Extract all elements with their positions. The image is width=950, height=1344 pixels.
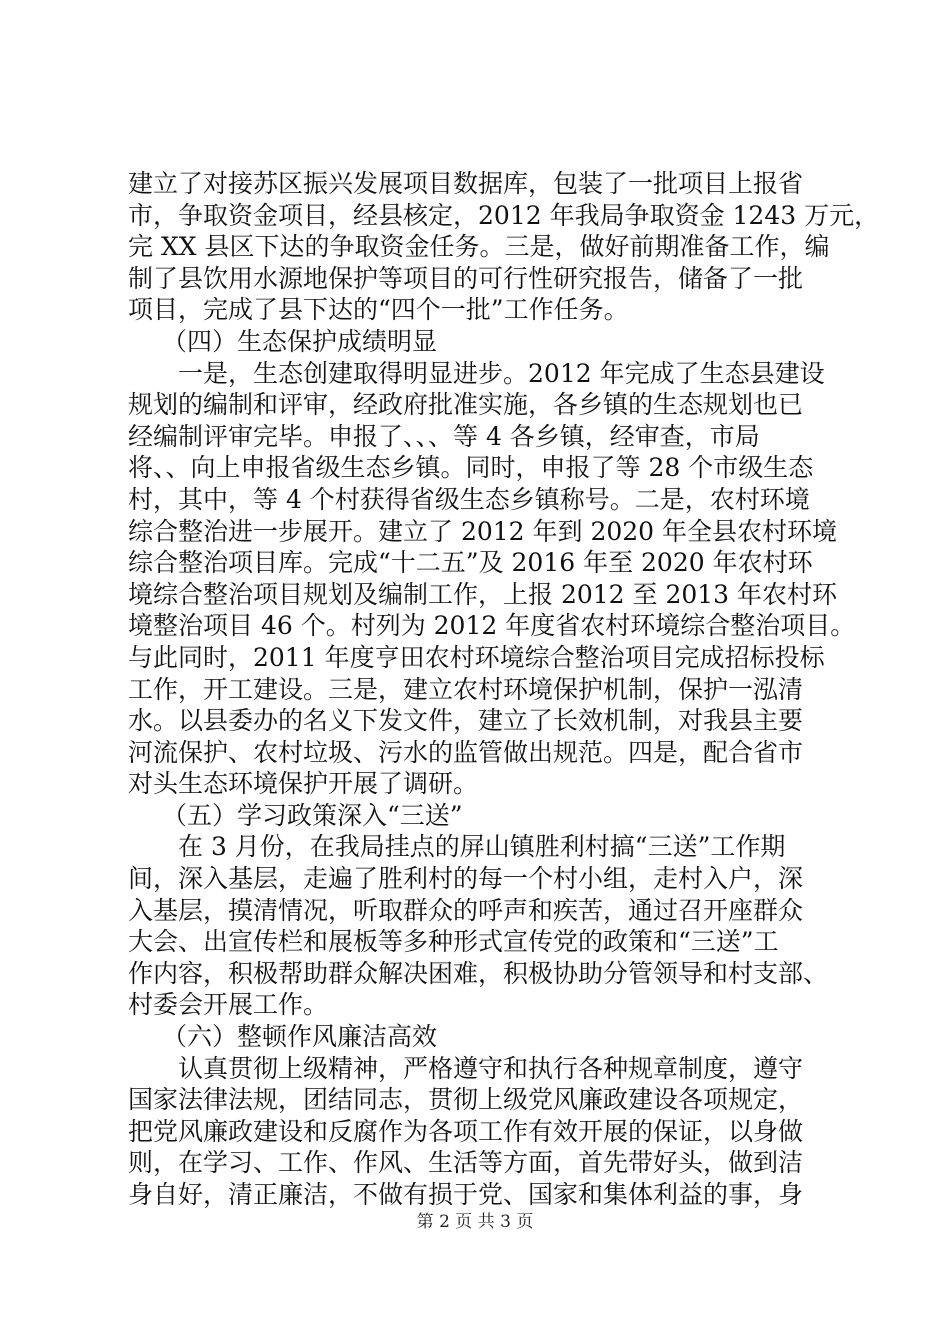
paragraph-line: 间，深入基层，走遍了胜利村的每一个村小组，走村入户，深: [128, 864, 804, 894]
paragraph-line: 河流保护、农村垃圾、污水的监管做出规范。四是，配合省市: [128, 737, 804, 767]
paragraph-line: 工作，开工建设。三是，建立农村环境保护机制，保护一泓清: [128, 674, 804, 704]
paragraph-line: 项目，完成了县下达的“四个一批”工作任务。: [128, 295, 629, 325]
paragraph-line: 境综合整治项目规划及编制工作，上报 2012 至 2013 年农村环: [128, 579, 838, 609]
paragraph-line: 把党风廉政建设和反腐作为各项工作有效开展的保证，以身做: [128, 1116, 804, 1146]
paragraph-line: 村委会开展工作。: [128, 990, 329, 1020]
paragraph-line: 对头生态环境保护开展了调研。: [128, 769, 479, 799]
paragraph-line: 规划的编制和评审，经政府批准实施，各乡镇的生态规划也已: [128, 390, 804, 420]
section-heading-5: （五）学习政策深入“三送”: [162, 800, 463, 830]
paragraph-line: 将、、向上申报省级生态乡镇。同时，申报了等 28 个市级生态: [128, 453, 814, 483]
page-number-footer: 第 2 页 共 3 页: [416, 1212, 534, 1232]
paragraph-line: 建立了对接苏区振兴发展项目数据库，包装了一批项目上报省: [128, 169, 804, 198]
paragraph-line: 一是，生态创建取得明显进步。2012 年完成了生态县建设: [178, 358, 825, 388]
paragraph-line: 在 3 月份，在我局挂点的屏山镇胜利村搞“三送”工作期: [178, 832, 786, 862]
paragraph-line: 认真贯彻上级精神，严格遵守和执行各种规章制度，遵守: [178, 1053, 804, 1083]
paragraph-line: 水。以县委办的名义下发文件，建立了长效机制，对我县主要: [128, 706, 804, 736]
paragraph-line: 市，争取资金项目，经县核定，2012 年我局争取资金 1243 万元，: [128, 200, 880, 230]
section-heading-4: （四）生态保护成绩明显: [162, 326, 438, 356]
paragraph-line: 与此同时，2011 年度亨田农村环境综合整治项目完成招标投标: [128, 642, 825, 672]
paragraph-line: 国家法律法规，团结同志，贯彻上级党风廉政建设各项规定，: [128, 1085, 804, 1115]
paragraph-line: 完 XX 县区下达的争取资金任务。三是，做好前期准备工作，编: [128, 232, 830, 262]
paragraph-line: 综合整治项目库。完成“十二五”及 2016 年至 2020 年农村环: [128, 548, 813, 578]
paragraph-line: 身自好，清正廉洁，不做有损于党、国家和集体利益的事，身: [128, 1180, 804, 1209]
paragraph-line: 境整治项目 46 个。村列为 2012 年度省农村环境综合整治项目。: [128, 611, 856, 641]
paragraph-line: 入基层，摸清情况，听取群众的呼声和疾苦，通过召开座群众: [128, 895, 804, 925]
section-heading-6: （六）整顿作风廉洁高效: [162, 1022, 438, 1052]
document-body: [128, 168, 880, 1211]
paragraph-line: 则，在学习、工作、作风、生活等方面，首先带好头，做到洁: [128, 1148, 804, 1178]
paragraph-line: 村，其中，等 4 个村获得省级生态乡镇称号。二是，农村环境: [128, 484, 810, 514]
paragraph-line: 作内容，积极帮助群众解决困难，积极协助分管领导和村支部、: [128, 958, 829, 988]
paragraph-line: 制了县饮用水源地保护等项目的可行性研究报告，储备了一批: [128, 263, 804, 293]
paragraph-line: 综合整治进一步展开。建立了 2012 年到 2020 年全县农村环境: [128, 516, 838, 546]
paragraph-line: 经编制评审完毕。申报了、、、等 4 各乡镇，经审查，市局: [128, 421, 760, 451]
paragraph-line: 大会、出宣传栏和展板等多种形式宣传党的政策和“三送”工: [128, 927, 779, 957]
